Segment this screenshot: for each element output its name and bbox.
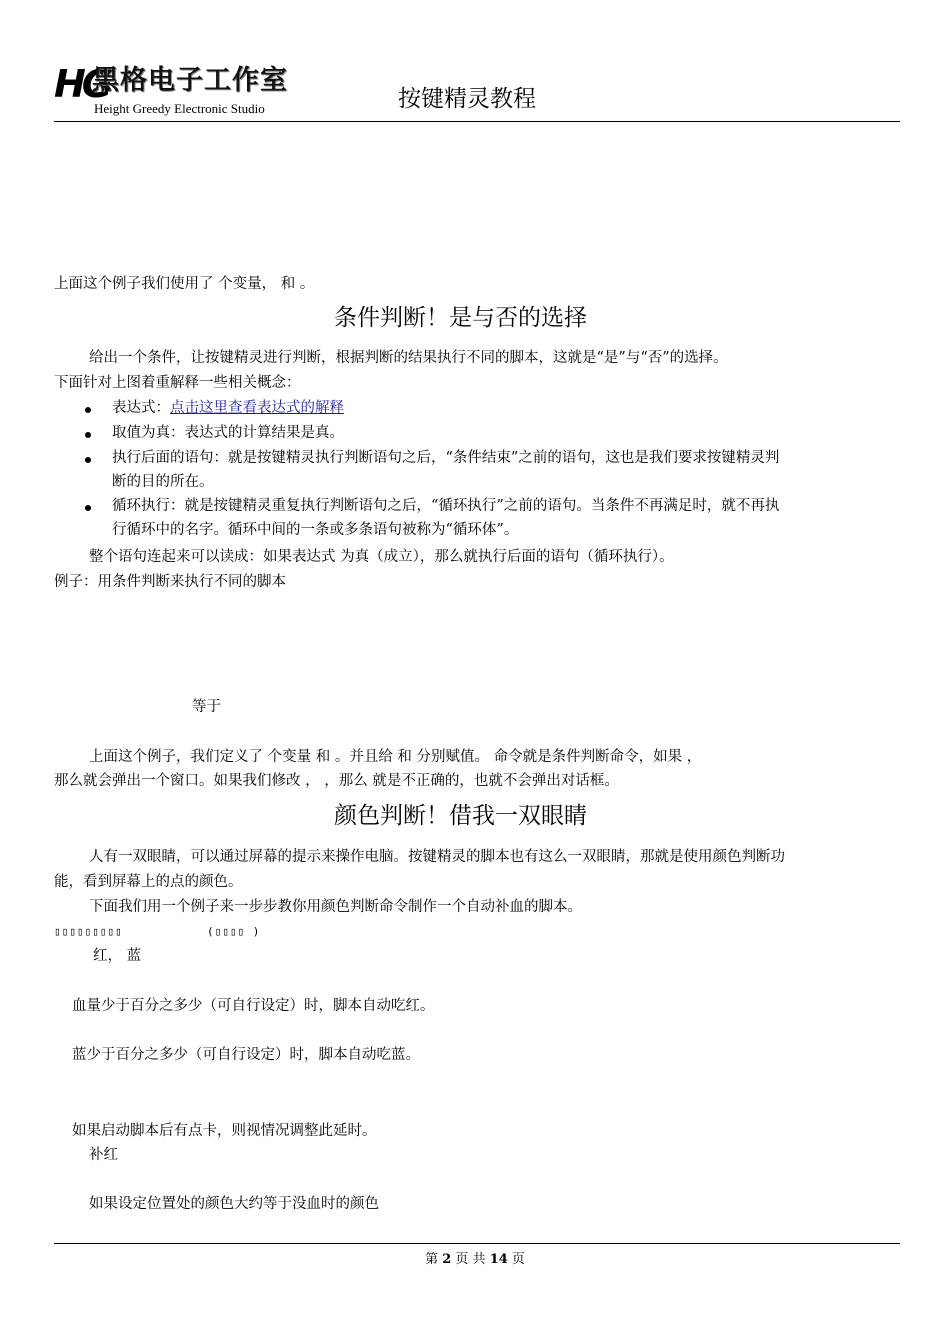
list-item-loop-line2: 行循环中的名字。循环中间的一条或多条语句被称为“循环体”。: [112, 522, 519, 538]
document-title: 按键精灵教程: [398, 86, 536, 112]
list-item-loop-line1: 循环执行：就是按键精灵重复执行判断语句之后，“循环执行”之前的语句。当条件不再满足时，就不再执: [112, 498, 780, 514]
page-number: 第 2 页 共 14 页: [425, 1252, 525, 1267]
comment-delay: 如果启动脚本后有点卡，则视情况调整此延时。: [72, 1123, 377, 1139]
code-placeholder-b: (▯▯▯▯ ): [207, 925, 261, 938]
list-item-label: 表达式：: [112, 400, 170, 416]
expression-explanation-link[interactable]: 点击这里查看表达式的解释: [170, 400, 344, 416]
paragraph-example-title: 例子：用条件判断来执行不同的脚本: [54, 574, 286, 590]
label-red-blue: 红， 蓝: [93, 948, 142, 964]
paragraph-variables-used: 上面这个例子我们使用了 个变量， 和 。: [54, 276, 315, 292]
logo-studio-name-en: Height Greedy Electronic Studio: [94, 101, 265, 116]
label-equals: 等于: [192, 699, 221, 715]
paragraph-example-explain-line1: 上面这个例子，我们定义了 个变量 和 。并且给 和 分别赋值。 命令就是条件判断命令，如果 ，: [89, 749, 702, 765]
paragraph-color-intro-line2: 能，看到屏幕上的点的颜色。: [54, 874, 243, 890]
current-page: 2: [442, 1252, 452, 1267]
comment-mp-threshold: 蓝少于百分之多少（可自行设定）时，脚本自动吃蓝。: [72, 1047, 420, 1063]
comment-color-check: 如果设定位置处的颜色大约等于没血时的颜色: [89, 1196, 379, 1212]
paragraph-read-as: 整个语句连起来可以读成：如果表达式 为真（成立），那么就执行后面的语句（循环执行）。: [89, 549, 674, 565]
bullet-dot: [85, 505, 91, 511]
paragraph-color-intro-line1: 人有一双眼睛，可以通过屏幕的提示来操作电脑。按键精灵的脚本也有这么一双眼睛，那就是使用颜色判断功: [89, 849, 785, 865]
paragraph-example-explain-line2: 那么就会弹出一个窗口。如果我们修改 ， ，那么 就是不正确的，也就不会弹出对话框。: [54, 773, 619, 789]
label-restore-red: 补红: [89, 1147, 118, 1163]
header-rule: [54, 121, 900, 122]
logo-mark: HG: [54, 62, 109, 106]
list-item-execute-line1: 执行后面的语句：就是按键精灵执行判断语句之后，“条件结束”之前的语句，这也是我们要求按键精灵判: [112, 450, 780, 466]
footer-rule: [54, 1243, 900, 1244]
list-item-execute-line2: 断的目的所在。: [112, 474, 214, 490]
list-item-expression: [112, 396, 344, 420]
comment-hp-threshold: 血量少于百分之多少（可自行设定）时，脚本自动吃红。: [72, 998, 435, 1014]
paragraph-concepts-intro: 下面针对上图着重解释一些相关概念：: [54, 375, 301, 391]
total-pages: 14: [489, 1252, 508, 1267]
bullet-dot: [85, 457, 91, 463]
section-heading-condition: 条件判断！是与否的选择: [334, 305, 587, 331]
bullet-dot: [85, 407, 91, 413]
code-placeholder-a: ▯▯▯▯▯▯▯▯▯: [54, 925, 123, 938]
bullet-dot: [85, 432, 91, 438]
paragraph-condition-intro: 给出一个条件，让按键精灵进行判断，根据判断的结果执行不同的脚本，这就是“是”与“否”的选择。: [89, 350, 728, 366]
paragraph-color-example: 下面我们用一个例子来一步步教你用颜色判断命令制作一个自动补血的脚本。: [89, 899, 582, 915]
logo-studio-name: 黑格电子工作室: [92, 65, 288, 96]
list-item-true-value: 取值为真：表达式的计算结果是真。: [112, 425, 344, 441]
section-heading-color: 颜色判断！借我一双眼睛: [334, 803, 587, 829]
